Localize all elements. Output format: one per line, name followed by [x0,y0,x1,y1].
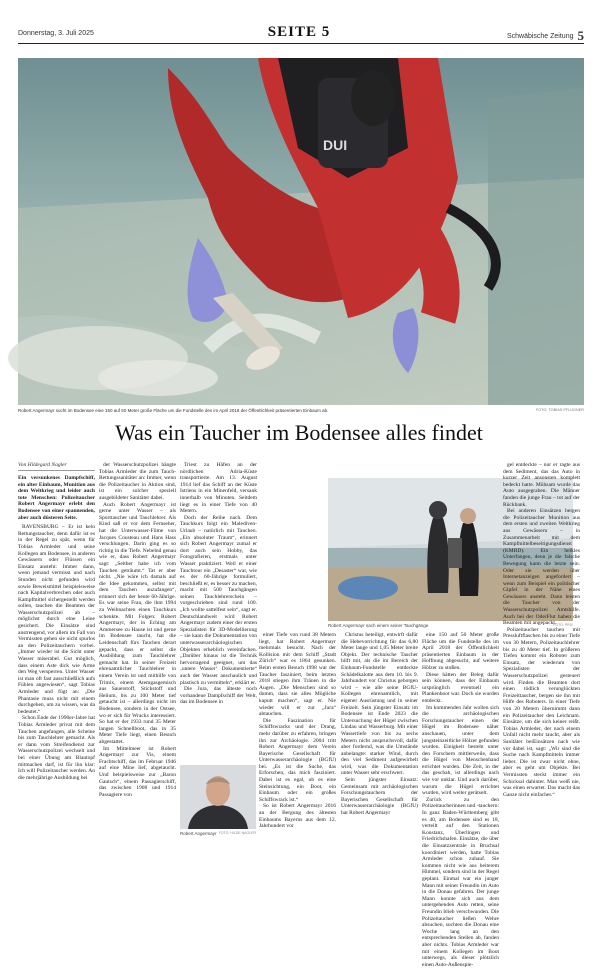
page-number: 5 [577,28,584,43]
main-photo-caption [18,408,584,413]
photo3-caption-text: Robert Angermayr [180,831,217,836]
column-3-paragraph: Die Jura, das älteste noch vorhandene Dampfschiff der Welt, das im Bodensee in [180,686,257,706]
article-column-6 [422,632,499,968]
main-photo-caption-text: Robert Angermayr sucht im Bodensee eine 150 auf 50 Meter große Fläche um die Fundstelle des im April 2018 der Öffentlichkeit präsentierten Einbaum ab. [18,408,329,413]
column-7-paragraph: Polizeitaucher tauchen mit Pressluftflaschen bis zu einer Tiefe von 30 Metern, Polizeitauchlehrer bis zu 40 Meter tief. In größeren Tiefen kommt ein Roboter zum Einsatz, der wiederum von Spezialisten der Wasserschutzpolizei gesteuert wird. Finden die Beamten dort einen tödlich verunglückten Freizeittaucher, bergen sie ihn mit Hilfe des Roboters. In einer Tiefe von 20 Metern übernimmt dann ein Polizeitaucher den Leichnam. Einsätze, um die sich keiner reißt. Tobias Armleder, der nach einem Unfall nicht mehr taucht, aber als Sanitäter beiEinsätzen nach wie vor dabei ist, sagt: „Wir sind die Suche nach Kampfmitteln immer lieber. Die ist zwar nicht ohne, aber es geht um Objekte. Bei Vermissten steckt immer ein Schicksal dahinter. Man weiß nie, was einen erwartet. Das macht das Ganze nicht einfacher.“ [503,626,580,798]
column-4-paragraph: So ist Robert Angermayr 2016 an der Bergung des ältesten Einbaums Bayerns aus dem 12. Jahrhundert vor [259,803,336,830]
paper-name [507,28,584,44]
column-2-paragraph: Im Mittelmeer ist Robert Angermayr zur Vis, einem Frachtschiff, das im Februar 1946 auf eine Mine lief, abgetaucht. Und beispielsweise zur „Baron Gautsch“, einem Passagierschiff, das zwischen 1908 und 1914 Passagiere von [99,745,176,798]
column-3-paragraph: Triest zu Häfen an der nördlichen Adria-Küste transportierte. Am 13. August 1914 lief das Schiff an der Küste Istriens in ein Minenfeld, versank innerhalb von Minuten. Seitdem liegt es in einer Tiefe von 40 Metern. [180,462,257,515]
column-6-paragraph: Im kommenden Jahr wollen sich die archäologischen Forschungstaucher einen der Hügel im Bodensee näher anschauen, unter dem jungsteinzeitliche Hölzer gefunden wurden. Einigkeit besteht unter den Forschern mittlerweile, dass die Hügel von Menschenhand errichtet wurden. Die Zeit, in der das geschah, ist allerdings nach wie vor unklar. Und auch darüber, warum die Hügel errichtet wurden, wird weiter gerätselt. [422,704,499,797]
photo2-caption-text: Robert Angermayr nach einem seiner Tauchgänge. [328,623,430,628]
column-7-paragraph: Bei anderen Einsätzen bergen die Polizeitaucher Munition aus dem ersten und zweiten Weltkrieg aus Gewässern – in Zusammenarbeit mit dem Kampfmittelbeseitigungsdienst (KMBD). Ein heikles Unterfangen, denn je die falsche Bewegung kann die letzte sein. Oder sie werden über Internetanzeigen angefordert – wenn zum Beispiel ein politischer Gipfel in der Nähe eines Gewässers ansteht. Dann leisten die Taucher von der Wasserschutzpolizei Amtshilfe. Auch bei der OderFlut haben die Beamten mit angepackt. [503,508,580,627]
column-6-paragraph: Diese hätten der Beleg dafür sein können, dass der Einbaum ursprünglich eventuell ein Plankenboot war. Doch sie wurden entdeckt. [422,671,499,704]
column-5-paragraph: Christus beteiligt, entwirft dafür die Hebevorrichtung für das 6,80 Meter lange und 1,05 Meter breite Objekt. Der technische Taucher hilft mit, als die im Bereich der Einbaum-Fundstelle entdeckte Schädelkalotte aus dem 10. bis 9. Jahrhundert vor Christus geborgen wird – wie alle seine BGfU-Kollegen ehrenamtlich, mit eigener Ausrüstung und in seiner Freizeit. Sein jüngster Einsatz im Bodensee ist Ende 2023 die Untersuchung der Hügel zwischen Lindau und Wasserburg. Mit einer Wassertiefe von bis zu sechs Metern nicht anspruchsvoll, dafür aber fordernd, was die Umstände anbelangte: starker Wind, durch den viel Sediment aufgewirbelt wird, was die Dokumentation unter Wasser sehr erschwert. [341,632,418,777]
article-column-4 [259,632,336,832]
diver-illustration [18,58,584,405]
article-column-1 [18,462,95,867]
article-column-7 [503,462,580,867]
article-column-2 [99,462,176,867]
photo3-caption [180,831,256,836]
suit-label: DUI [323,137,348,153]
article-column-5 [341,632,418,867]
column-2-paragraph: Auch Robert Angermayr ist gerne unter Wasser – als Sporttaucher und Tauchlehrer. Als Kind saß er vor dem Fernseher, hat die Unterwasser-Filme von Jacques Cousteau und Hans Hass verschlungen. Darin ging es so richtig in die Tiefe. Nebelnd genau wie er, dass Robert Angermayr sagt: „Seither habe ich vom Tauchen geträumt.“ Tat er aber nicht. „Nie wäre ich damals auf die Idee gekommen, selbst mit dem Tauchen anzufangen“, erinnert sich der heute 60-Jährige. Es war seine Frau, die ihm 1994 zu Weihnachten einen Tauchkurs schenkte. Mit Folgen: Robert Angermayr, der in Eching am Ammersee zu Hause ist und gerne im Bodensee taucht, hat die Leidenschaft fürs Tauchen derart gepackt, dass er selbst die Ausbildung zum Tauchlehrer gemacht hat. In seiner Freizeit ehrenamtlicher Tauchlehrer in einem Verein ist und mithilfe von Trimix, einem Atemgasgemisch aus Sauerstoff, Stickstoff und Helium, bis zu 100 Meter tief getaucht ist – allerdings nicht im Bodensee, sondern in der Ostsee, wo er sich für Wracks interessiert. So hat er der 1933 rund 35 Meter langen Schnellboot, das in 35 Meter Tiefe liegt, einen Besuch abgestattet. [99,501,176,745]
angermayr-portrait [180,765,256,829]
column-5-paragraph: Sein jüngster Einsatz: Gemeinsam mit archäologischen Forschungstauchern der Bayerischen Gesellschaft für Unterwasserarchäologie (BGfU) hat Robert Angermayr [341,777,418,817]
issue-date: Donnerstag, 3. Juli 2025 [18,30,94,37]
byline: Von Hildegard Nagler [18,462,95,471]
portrait-illustration [180,765,256,829]
header-rule [18,43,584,44]
column-6-paragraph: Zurück zu den Polizeitaucherinnen und -tauchern: In ganz Baden-Württemberg gibt es 40, am Bodensee sind es 18, verteilt auf den Stationen Konstanz, Überlingen und Friedrichshafen. Einsätze, die über die Einsatzzentrale in Bruchsal koordiniert werden, hatte Tobias Armleder schon zuhauf. Sie kommen nicht wie aus heiterem Himmel, sondern sind in der Regel geplant. Einmal war ein junger Mann mit seiner Freundin im Auto in die Donau gefahren. Der junge Mann konnte sich aus dem untergehenden Auto retten, seine Freundin blieb verschwunden. Die Polizeitaucher ließen Wehre absuchen, suchten die Donau eine Woche lang an den entsprechenden Stellen ab, fanden aber nichts. Tobias Armleder war mit einem Kollegen im Boot unterwegs, als dieser plötzlich einen Auto-Außenspie- [422,796,499,968]
page-label: SEITE 5 [267,24,331,40]
main-photo-credit: FOTO: TOBIAS PFLÜGNER [535,408,584,412]
column-4-paragraph: einer Tiefe von rund 38 Metern liegt, hat Robert Angermayr mehrmals besucht. Nach der Kollision mit dem Schiff „Stadt Zürich“ war es 1864 gesunken. Beim ersten Besuch 1998 war der Taucher fasziniert, beim letzten 2018 stiegen ihm Tränen in die Augen. „Die Menschen sind so dumm, dass sie alles Mögliche kaputt machen“, sagt er. Nie wieder will er zur „Jura“ abtauchen. [259,632,336,718]
article-lead: Ein versunkenes Dampfschiff, ein alter Einbaum, Munition aus dem Weltkrieg und leider auch tote Menschen: Polizeitaucher Robert Angermayr erlebt den Bodensee von einer spannenden, aber auch düsteren Seite. [18,475,95,521]
photo2-credit: FOTO: PRIV [553,623,573,627]
main-diver-photo [18,58,584,405]
paper-title: Schwäbische Zeitung [506,33,574,40]
column-3-paragraph: Doch der Reihe nach. Dem Tauchkurs folgt ein Malediven-Urlaub – natürlich mit Tauchen. „Ein absoluter Traum“, erinnert sich Robert Angermayr zumal er dort auch sein Hobby, das Fotografieren, erstmals unter Wasser praktiziert. Weil er einer Tauchtour ein „Desaster“ war, wie es der 60-Jährige formuliert, beschließt er, es besser zu machen, macht mit 500 Tauchgängen seinen Tauchlehrerschein – vorgeschrieben sind rund 100. „Ich wollte sattelfest sein“, sagt er. Deutschlandweit wird Robert Angermayr zudem einer der ersten Spezialisten für 3D-Modellierung – sie kann die Dokumentation von unterwasserarchäologischen Objekten erheblich vereinfachen. „Darüber hinaus ist die Technik hervorragend geeignet, um das ‚untere Wasser‘ Dokumentierte“ auch der Wasser anschaulich und plastisch zu vermitteln“, erklärt er. [180,514,257,686]
article-column-3 [180,462,257,706]
article-headline: Was ein Taucher im Bodensee alles findet [115,420,483,445]
column-4-paragraph: Die Faszination für Schiffswracks und der Drang, mehr darüber zu erfahren, bringen ihn zur Archäologie. 2004 tritt Robert Angermayr dem Verein Bayerische Gesellschaft für Unterwasserarchäologie (BGfU) bei. „Es ist die Suche, das Erforschen, das mich fasziniert. Dabei ist es egal, ob es eine Steinsichtung, ein Boot, ein Einbaum oder ein großes Schiffswrack ist.“ [259,717,336,803]
photo3-credit: FOTO: HILDE NAGLER [218,831,256,835]
column-6-paragraph: eine 150 auf 50 Meter große Fläche um die Fundstelle des im April 2018 der Öffentlichkeit präsentierten Einbaum in der Hoffnung abgesucht, auf weitere Hölzer zu stoßen. [422,632,499,671]
column-2-paragraph: der Wasserschutzpolizei hängte Tobias Armleder die zum Tauch-Rettungssanitäter an: Immer, wenn die Polizeitaucher in Aktion sind, ist ein solcher speziell ausgebildeter Sanitäter dabei. [99,462,176,501]
page-header [0,0,598,44]
column-7-paragraph: gel entdeckte – nur er ragte aus dem Sediment, das das Auto in kurzer Zeit ansonsten komplett bedeckt hatte. Mühsam wurde das Auto ausgegraben. Die Männer fanden die junge Frau – tot auf der Rückbank. [503,462,580,508]
column-1-paragraph: Schon Ende der 1990er-Jahre hat Tobias Armleder privat mit dem Tauchen angefangen, alle Scheine bis zum Tauchlehrer gemacht. Als er dann vom Streifendienst zur Wasserschutzpolizei wechselt und bei einer Übung am Blautopf mitmachen darf, ist für ihn klar: Ich will Polizeitaucher werden. An die mehrjährige Ausbildung bei [18,715,95,781]
column-1-paragraph: RAVENSBURG – Er ist kein Rettungstaucher, denn dafür ist es in der Regel zu spät, wenn für Tobias Armleder und seine Kollegen am Bodensee, in anderen Gewässern oder Flüssen ein Einsatz ansteht: Immer dann, wenn jemand vermisst und nach Stunden nicht gefunden wird sowie Beweismittel beispielsweise nach Kapitalverbrechen oder auch Kampfmittel sichergestellt werden sollen, tauchen die Beamten der Wasserschutzpolizei ab – möglichst durch eine Leine gesichert. Die Einsätze sind anstrengend, vor allem im Fall von Vermissten gehen sie nicht spurlos an den Polizeitauchern vorbei. „Immer wieder ist die Sicht unter Wasser miserabel. Gut möglich, dass einem Aste dick wie Arme den Weg versperren. Unter Wasser ist man oft fast ausschließlich aufs Fühlen angewiesen“, sagt Tobias Armleder und fügt an: „Die Phantasie muss nicht mit einem durchgehen, um zu wissen, was da bedeutet.“ [18,524,95,715]
article-column-3-lower [180,632,257,762]
